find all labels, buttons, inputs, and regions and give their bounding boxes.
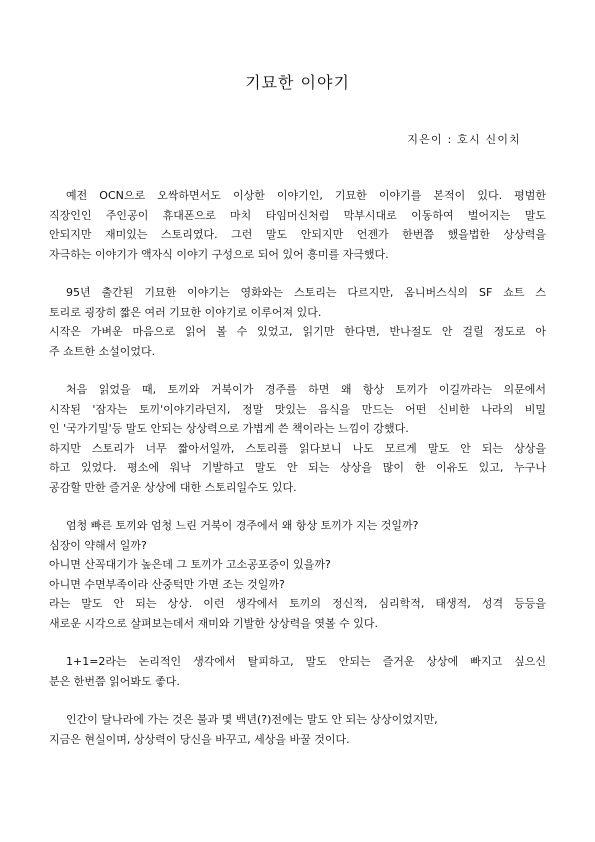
text-line: 주 쇼트한 소설이었다. — [49, 344, 156, 358]
text-line: 아니면 산꼭대기가 높은데 그 토끼가 고소공포증이 있을까? — [49, 558, 331, 571]
text-line: 시작은 가벼운 마음으로 읽어 볼 수 있었고, 읽기만 한다면, 반나절도 안 걸릴 정도로 아 — [49, 325, 546, 338]
text-line: 인간이 달나라에 가는 것은 불과 몇 백년(?)전에는 말도 안 되는 상상이었지만, — [66, 713, 438, 726]
text-line: 새로운 시각으로 살펴보는데서 재미와 기발한 상상력을 엿볼 수 있다. — [49, 616, 378, 630]
text-line: 95년 출간된 기묘한 이야기는 영화와는 스토리는 다르지만, 옴니버스식의 SF 쇼트 스 — [66, 286, 546, 299]
text-line: 안되지만 재미있는 스토리였다. 그런 말도 안되지만 언젠가 한번쯤 했을법한 상상력을 — [49, 228, 546, 241]
document-title: 기묘한 이야기 — [245, 73, 350, 92]
paragraph — [49, 380, 546, 497]
text-line: 지금은 현실이며, 상상력이 당신을 바꾸고, 세상을 바꿀 것이다. — [49, 732, 350, 746]
document-body — [49, 186, 546, 768]
paragraph — [49, 186, 546, 264]
text-line: 라는 말도 안 되는 상상. 이런 생각에서 토끼의 정신적, 심리학적, 태생적, 성격 등등을 — [49, 597, 546, 610]
text-line: 자극하는 이야기가 액자식 이야기 구성으로 되어 있어 흥미를 자극했다. — [49, 247, 389, 261]
text-line: 직장인인 주인공이 휴대폰으로 마치 타임머신처럼 막부시대로 이동하여 벌어지는 말도 — [49, 208, 546, 222]
text-line: 처음 읽었을 때, 토끼와 거북이가 경주를 하면 왜 항상 토끼가 이길까라는 의문에서 — [66, 383, 546, 396]
text-line: 1+1=2라는 논리적인 생각에서 탈피하고, 말도 안되는 즐거운 상상에 빠지고 싶으신 — [66, 655, 546, 668]
paragraph — [49, 710, 546, 749]
text-line: 하지만 스토리가 너무 짧아서일까, 스토리를 읽다보니 나도 모르게 말도 안 되는 상상을 — [49, 441, 546, 455]
text-line: 아니면 수면부족이라 산중턱만 가면 조는 것일까? — [49, 577, 285, 591]
text-line: 하고 있었다. 평소에 워낙 기발하고 말도 안 되는 상상을 많이 한 이유도 있고, 누구나 — [49, 461, 546, 474]
text-line: 인 '국가기밀'등 말도 안되는 상상력으로 가볍게 쓴 책이라는 느낌이 강했다. — [49, 422, 409, 435]
text-line: 엄청 빠른 토끼와 엄청 느린 거북이 경주에서 왜 항상 토끼가 지는 것일까? — [66, 519, 419, 532]
paragraph — [49, 516, 546, 633]
text-line: 공감할 만한 즐거운 상상에 대한 스토리일수도 있다. — [49, 480, 297, 494]
text-line: 예전 OCN으로 오싹하면서도 이상한 이야기인, 기묘한 이야기를 본적이 있다. 평범한 — [66, 189, 546, 202]
paragraph — [49, 652, 546, 691]
author-line: 지은이 : 호시 신이치 — [407, 133, 521, 146]
text-line: 분은 한번쯤 읽어봐도 좋다. — [49, 674, 180, 688]
text-line: 시작된 '잠자는 토끼'이야기라던지, 정말 맛있는 음식을 만드는 어떤 신비한 나라의 비밀 — [49, 402, 546, 416]
text-line: 토리로 굉장히 짧은 여러 기묘한 이야기로 이루어져 있다. — [49, 305, 322, 319]
text-line: 심장이 약해서 일까? — [49, 538, 147, 552]
paragraph — [49, 283, 546, 361]
